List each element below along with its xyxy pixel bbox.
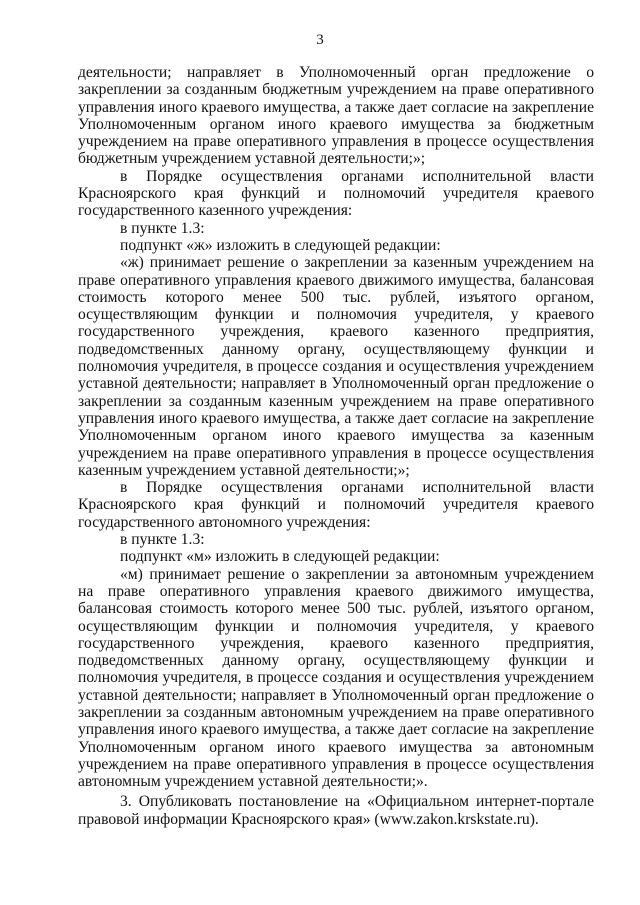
paragraph-continuation: деятельности; направляет в Уполномоченный орган предложение о закреплении за созданным бюджетным учреждением на праве оперативного управления иного краевого имущества, а также дает согласие на закрепление Уполномоченным органом иного краевого имущества за бюджетным учреждением на праве оперативного управления в процессе осуществления бюджетным учреждением уставной деятельности;»; [78, 64, 594, 168]
paragraph-subclause-m-text: «м) принимает решение о закреплении за автономным учреждением на праве оперативного управления краевого движимого имущества, балансовая стоимость которого менее 500 тыс. рублей, изъятого органом, осуществляющим функции и полномочия учредителя, у краевого государственного учреждения, краевого казенного предприятия, подведомственных данному органу, осуществляющему функции и полномочия учредителя, в процессе создания и осуществления учреждением уставной деятельности; направляет в Уполномоченный орган предложение о закреплении за созданным автономным учреждением на праве оперативного управления иного краевого имущества, а также дает согласие на закрепление Уполномоченным органом иного краевого имущества за автономным учреждением на праве оперативного управления в процессе осуществления автономным учреждением уставной деятельности;». [78, 565, 594, 791]
paragraph-clause-ref: в пункте 1.3: [120, 219, 205, 237]
paragraph-publication: 3. Опубликовать постановление на «Официальном интернет-портале правовой информации Красноярского края» (www.zakon.krskstate.ru). [78, 793, 594, 828]
paragraph-subclause-zh-text: «ж) принимает решение о закреплении за казенным учреждением на праве оперативного управления краевого движимого имущества, балансовая стоимость которого менее 500 тыс. рублей, изъятого органом, осуществляющим функции и полномочия учредителя, у краевого государственного учреждения, краевого казенного предприятия, подведомственных данному органу, осуществляющему функции и полномочия учредителя, в процессе создания и осуществления учреждением уставной деятельности; направляет в Уполномоченный орган предложение о закреплении за созданным казенным учреждением на праве оперативного управления иного краевого имущества, а также дает согласие на закрепление Уполномоченным органом иного краевого имущества за казенным учреждением на праве оперативного управления в процессе осуществления казенным учреждением уставной деятельности;»; [78, 254, 594, 479]
page-number: 3 [316, 32, 324, 48]
document-body [78, 64, 594, 828]
paragraph-clause-ref: в пункте 1.3: [120, 531, 205, 549]
paragraph-avtonomnoe-order-intro: в Порядке осуществления органами исполнительной власти Красноярского края функций и полномочий учредителя краевого государственного автономного учреждения: [78, 479, 594, 531]
paragraph-subclause-m-intro: подпункт «м» изложить в следующей редакции: [120, 548, 440, 566]
paragraph-subclause-zh-intro: подпункт «ж» изложить в следующей редакции: [120, 236, 441, 254]
paragraph-kazennoe-order-intro: в Порядке осуществления органами исполнительной власти Красноярского края функций и полномочий учредителя краевого государственного казенного учреждения: [78, 167, 594, 220]
